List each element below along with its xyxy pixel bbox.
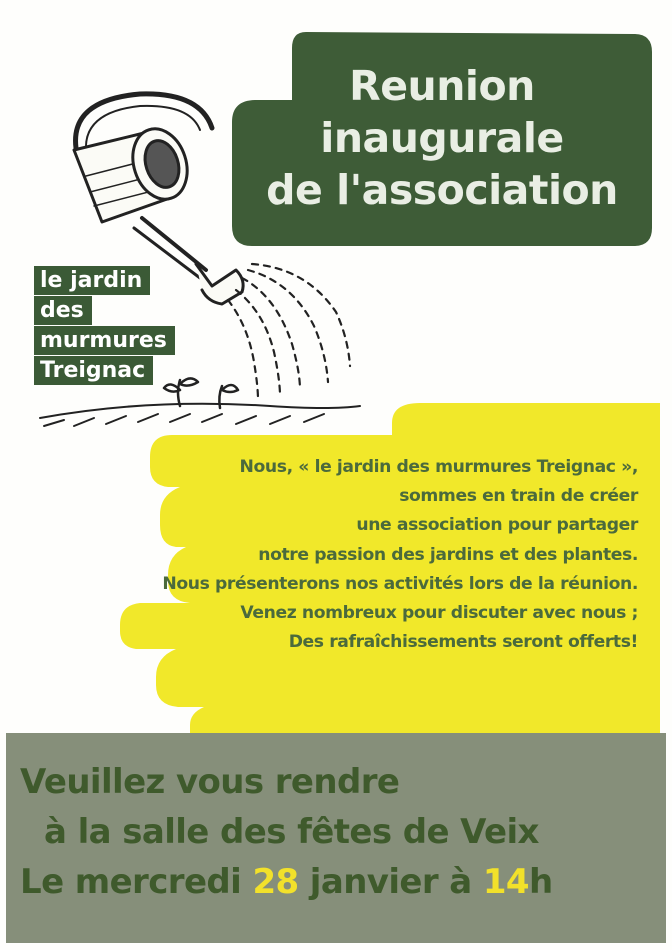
intro-line-4: notre passion des jardins et des plantes. (258, 544, 638, 565)
time-hour: 14 (482, 862, 529, 902)
title-line-3: de l'association (266, 166, 618, 214)
date-prefix: Le mercredi (20, 862, 253, 902)
intro-line-1: Nous, « le jardin des murmures Treignac », (239, 457, 638, 477)
logo-line-1: le jardin (34, 266, 150, 295)
invitation-line-3 (20, 857, 660, 907)
logo-line-3: murmures (34, 326, 175, 355)
time-suffix: h (529, 862, 553, 902)
intro-line-6: Venez nombreux pour discuter avec nous ; (240, 603, 638, 624)
title-line-1: Reunion (349, 62, 535, 110)
intro-line-5: Nous présenterons nos activités lors de la réunion. (162, 573, 638, 594)
date-middle: janvier à (298, 862, 483, 902)
logo-line-2: des (34, 296, 92, 325)
date-day: 28 (252, 862, 299, 902)
intro-line-3: une association pour partager (356, 515, 638, 536)
intro-line-2: sommes en train de créer (399, 486, 638, 507)
invitation-line-1: Veuillez vous rendre (20, 762, 400, 802)
title-line-2: inaugurale (320, 114, 564, 162)
association-logo (34, 266, 175, 386)
intro-line-7: Des rafraîchissements seront offerts! (288, 632, 638, 653)
intro-text (38, 453, 638, 657)
watering-can-icon (30, 80, 370, 440)
invitation-line-2: à la salle des fêtes de Veix (44, 812, 539, 852)
logo-line-4: Treignac (34, 356, 153, 385)
invitation-text (20, 757, 660, 907)
